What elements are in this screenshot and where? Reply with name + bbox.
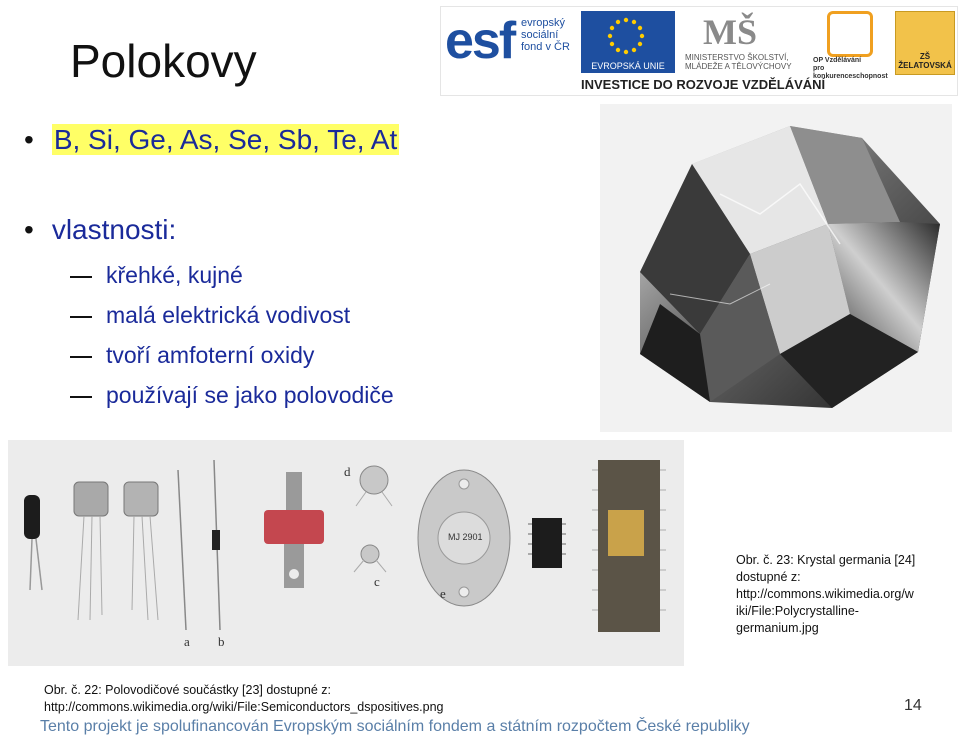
logo-banner <box>440 6 958 96</box>
op-logo <box>813 11 891 80</box>
esf-text: evropský sociální fond v ČR <box>521 17 570 53</box>
property-item: tvoří amfoterní oxidy <box>70 342 314 369</box>
footer-text: Tento projekt je spolufinancován Evropským sociálním fondem a státním rozpočtem České republiky <box>40 718 750 735</box>
dash-icon <box>70 356 92 358</box>
dash-icon <box>70 316 92 318</box>
germanium-crystal-image <box>600 104 952 432</box>
esf-letters: esf <box>445 12 515 70</box>
semiconductors-image <box>8 440 684 666</box>
school-logo <box>895 11 955 75</box>
op-icon <box>827 11 873 57</box>
bullet-properties <box>24 214 176 246</box>
bullet-icon: • <box>24 214 34 245</box>
power-transistor <box>418 470 510 606</box>
transistor-c <box>354 545 386 572</box>
dip-chip-large <box>592 460 666 632</box>
label-a: a <box>184 634 190 649</box>
investice-slogan: INVESTICE DO ROZVOJE VZDĚLÁVÁNÍ <box>581 77 826 92</box>
op-text: OP Vzdělávání pro konkurenceschopnost <box>813 57 888 80</box>
esf-logo <box>445 11 577 73</box>
msmt-mark-icon: MŠ <box>703 12 757 52</box>
slide-title: Polokovy <box>70 35 257 87</box>
power-diode <box>264 472 324 588</box>
figure-22-caption: Obr. č. 22: Polovodičové součástky [23] dostupné z: http://commons.wikimedia.org/wiki/File:Semiconductors_dspositives.png <box>44 683 444 714</box>
diode-a <box>178 470 186 630</box>
dip-chip-small <box>528 518 566 568</box>
bullet-elements <box>24 124 399 156</box>
figure-23-caption: Obr. č. 23: Krystal germania [24] dostupné z: http://commons.wikimedia.org/w iki/File:Polycrystalline- germanium.jpg <box>736 553 916 635</box>
label-c: c <box>374 574 380 589</box>
transistor-d <box>356 466 392 506</box>
page-number: 14 <box>904 697 922 714</box>
school-text: ZŠ ŽELATOVSKÁ <box>898 52 952 70</box>
bullet-icon: • <box>24 124 34 155</box>
property-item: křehké, kujné <box>70 262 243 289</box>
msmt-text: MINISTERSTVO ŠKOLSTVÍ, MLÁDEŽE A TĚLOVÝCHOVY <box>685 53 792 71</box>
property-item: používají se jako polovodiče <box>70 382 394 409</box>
chip-marking: MJ 2901 <box>448 532 483 542</box>
eu-stars-icon <box>603 15 649 57</box>
eu-label: EVROPSKÁ UNIE <box>591 61 665 71</box>
label-d: d <box>344 464 351 479</box>
properties-heading: vlastnosti: <box>51 214 177 245</box>
property-item: malá elektrická vodivost <box>70 302 350 329</box>
label-e: e <box>440 586 446 601</box>
dash-icon <box>70 276 92 278</box>
eu-flag-logo <box>581 11 675 73</box>
transistor-metal-1 <box>74 482 108 620</box>
elements-list: B, Si, Ge, As, Se, Sb, Te, At <box>53 124 398 155</box>
label-b: b <box>218 634 225 649</box>
transistor-metal-2 <box>124 482 158 620</box>
diode-black <box>24 495 42 590</box>
msmt-logo <box>685 11 803 73</box>
diode-b <box>212 460 220 630</box>
dash-icon <box>70 396 92 398</box>
